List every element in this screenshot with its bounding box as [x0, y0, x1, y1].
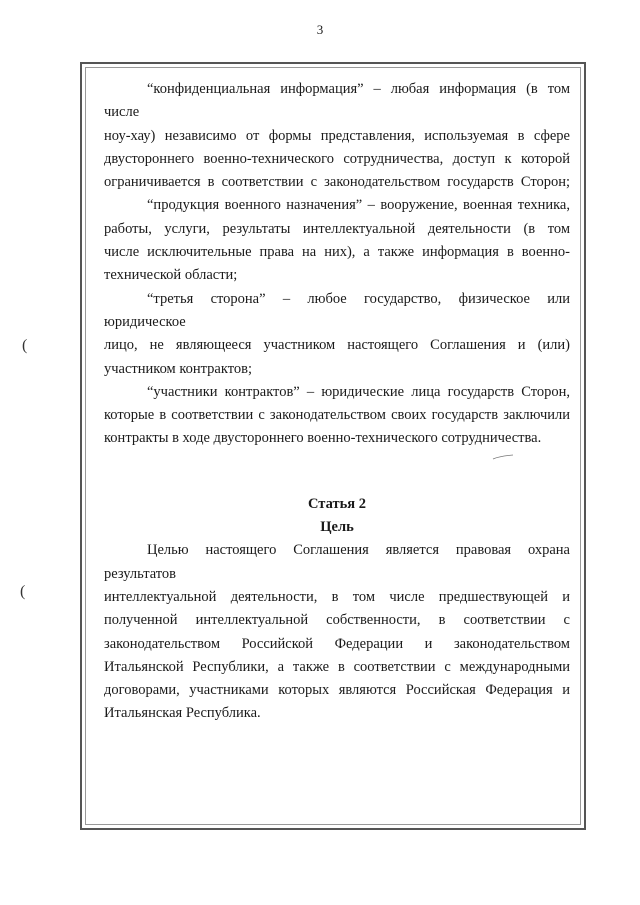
text-line: которые в соответствии с законодательством своих государств заключили	[104, 407, 570, 424]
text-line: законодательством Российской Федерации и законодательством	[104, 635, 570, 652]
definition-paragraph	[104, 381, 570, 451]
text-line: Итальянская Республика.	[104, 705, 261, 722]
definition-paragraph	[104, 78, 570, 194]
article-title: Цель	[320, 519, 354, 536]
text-line: интеллектуальной деятельности, в том числе предшествующей и	[104, 588, 570, 605]
margin-mark: (	[20, 583, 26, 600]
text-line: “третья сторона” – любое государство, физическое или юридическое	[104, 290, 570, 330]
text-line: полученной интеллектуальной собственности, в соответствии с	[104, 612, 570, 629]
text-line: “конфиденциальная информация” – любая информация (в том числе	[104, 81, 570, 121]
text-line: “продукция военного назначения” – вооружение, военная техника,	[147, 197, 570, 214]
text-line: “участники контрактов” – юридические лица государств Сторон,	[147, 383, 570, 400]
text-line: контракты в ходе двустороннего военно-технического сотрудничества.	[104, 430, 542, 447]
page-number: 3	[316, 22, 324, 37]
text-line: договорами, участниками которых являются Российская Федерация и	[104, 682, 570, 699]
text-line: ноу-хау) независимо от формы представления, используемая в сфере	[104, 127, 570, 144]
definition-paragraph	[104, 194, 570, 287]
definition-paragraph	[104, 288, 570, 381]
text-line: технической области;	[104, 267, 238, 284]
text-line: Итальянской Республики, а также в соответствии с международными	[104, 658, 570, 675]
document-body	[104, 78, 570, 726]
article-number: Статья 2	[308, 495, 366, 512]
text-line: работы, услуги, результаты интеллектуальной деятельности (в том	[104, 220, 570, 237]
text-line: ограничивается в соответствии с законодательством государств Сторон;	[104, 174, 570, 191]
text-line: числе исключительные права на них), а также информация в военно-	[104, 244, 570, 261]
text-line: лицо, не являющееся участником настоящего Соглашения и (или)	[104, 337, 570, 354]
margin-mark: (	[22, 337, 28, 354]
text-line: участником контрактов;	[104, 360, 252, 377]
text-line: Целью настоящего Соглашения является правовая охрана результатов	[104, 542, 570, 582]
article-paragraph	[104, 539, 570, 725]
text-line: двустороннего военно-технического сотрудничества, доступ к которой	[104, 150, 570, 167]
